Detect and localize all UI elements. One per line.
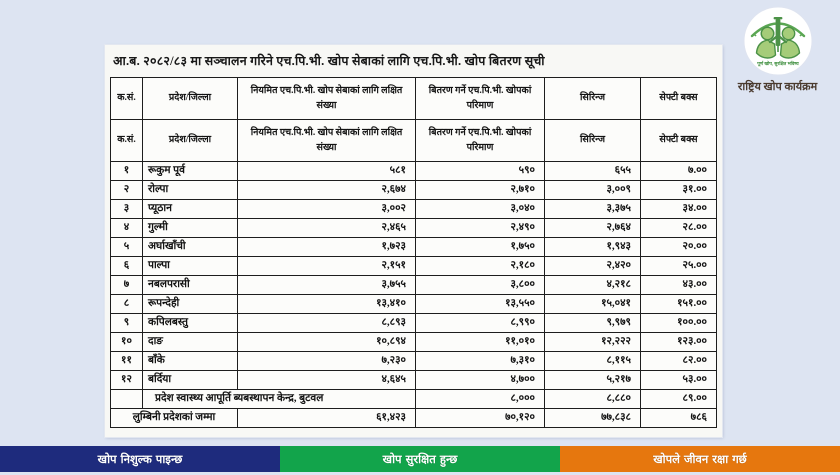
- header-row: [111, 78, 717, 120]
- header-row: [111, 120, 717, 162]
- footer-stripes: [0, 446, 840, 472]
- header-cell: क.सं.: [111, 120, 143, 162]
- district-cell: दाङ: [143, 333, 238, 352]
- target-cell: २,६७४: [238, 181, 416, 200]
- serial-cell: [111, 390, 143, 409]
- footer-slogan-lifesaving: खोपले जीवन रक्षा गर्छ: [560, 446, 840, 472]
- district-cell: गुल्मी: [143, 219, 238, 238]
- district-row: [111, 219, 717, 238]
- syringe-cell: ६५५: [545, 162, 641, 181]
- district-row: [111, 181, 717, 200]
- district-cell: बाँके: [143, 352, 238, 371]
- syringe-cell: २,४२०: [545, 257, 641, 276]
- quantity-cell: २,७१०: [416, 181, 545, 200]
- quantity-cell: ३,८००: [416, 276, 545, 295]
- district-cell: प्यूठान: [143, 200, 238, 219]
- quantity-cell: ७,३१०: [416, 352, 545, 371]
- serial-cell: ४: [111, 219, 143, 238]
- target-cell: ८,८९३: [238, 314, 416, 333]
- target-cell: २,१५१: [238, 257, 416, 276]
- district-cell: पाल्पा: [143, 257, 238, 276]
- quantity-cell: २,१८०: [416, 257, 545, 276]
- district-row: [111, 200, 717, 219]
- district-row: [111, 314, 717, 333]
- syringe-cell: १,९४३: [545, 238, 641, 257]
- target-cell: ५८१: [238, 162, 416, 181]
- header-cell: बितरण गर्ने एच.पि.भी. खोपकां परिमाण: [416, 78, 545, 120]
- header-cell: सिरिन्ज: [545, 120, 641, 162]
- header-cell: बितरण गर्ने एच.पि.भी. खोपकां परिमाण: [416, 120, 545, 162]
- safetybox-cell: ५३.००: [641, 371, 717, 390]
- supply-center-row: [111, 390, 717, 409]
- syringe-cell: ३,३७५: [545, 200, 641, 219]
- header-cell: नियमित एच.पि.भी. खोप सेबाकां लागि लक्षित संख्या: [238, 120, 416, 162]
- district-cell: अर्घाखाँची: [143, 238, 238, 257]
- quantity-cell: २,४९०: [416, 219, 545, 238]
- safetybox-cell: १५१.००: [641, 295, 717, 314]
- target-cell: ७,२३०: [238, 352, 416, 371]
- quantity-cell: ८,९९०: [416, 314, 545, 333]
- table-body: [111, 162, 717, 428]
- district-row: [111, 352, 717, 371]
- syringe-cell: ९,९७९: [545, 314, 641, 333]
- district-row: [111, 257, 717, 276]
- district-row: [111, 371, 717, 390]
- district-cell: नबलपरासी: [143, 276, 238, 295]
- safetybox-cell: २५.००: [641, 257, 717, 276]
- quantity-cell: ४,७००: [416, 371, 545, 390]
- safetybox-cell: ४३.००: [641, 276, 717, 295]
- target-cell: १०,८९४: [238, 333, 416, 352]
- footer-slogan-free: खोप निशुल्क पाइन्छ: [0, 446, 280, 472]
- syringe-cell: २,७६४: [545, 219, 641, 238]
- safetybox-cell: ७.००: [641, 162, 717, 181]
- district-row: [111, 238, 717, 257]
- serial-cell: ५: [111, 238, 143, 257]
- safetybox-cell: ३४.००: [641, 200, 717, 219]
- serial-cell: ११: [111, 352, 143, 371]
- hpv-distribution-table: [110, 77, 717, 428]
- total-label-cell: लुम्बिनी प्रदेशकां जम्मा: [111, 409, 238, 428]
- quantity-cell: १३,५५०: [416, 295, 545, 314]
- district-cell: बर्दिया: [143, 371, 238, 390]
- safetybox-cell: ८९.००: [641, 390, 717, 409]
- target-cell: १३,४१०: [238, 295, 416, 314]
- district-row: [111, 333, 717, 352]
- quantity-cell: ५९०: [416, 162, 545, 181]
- supply-center-label-cell: प्रदेश स्वास्थ्य आपूर्ति ब्यबस्थापन केन्द्र, बुटवल: [143, 390, 416, 409]
- header-cell: प्रदेश/जिल्ला: [143, 78, 238, 120]
- syringe-cell: ८,८८०: [545, 390, 641, 409]
- logo-program-name: राष्ट्रिय खोप कार्यक्रम: [737, 81, 818, 93]
- header-cell: सेफ्टी बक्स: [641, 120, 717, 162]
- syringe-cell: ७७,८३८: [545, 409, 641, 428]
- header-cell: सेफ्टी बक्स: [641, 78, 717, 120]
- syringe-cell: ४,२१८: [545, 276, 641, 295]
- header-cell: क.सं.: [111, 78, 143, 120]
- serial-cell: २: [111, 181, 143, 200]
- syringe-cell: ५,२१७: [545, 371, 641, 390]
- target-cell: १,७२३: [238, 238, 416, 257]
- quantity-cell: ७०,१२०: [416, 409, 545, 428]
- district-row: [111, 295, 717, 314]
- footer-slogan-safe: खोप सुरक्षित हुन्छ: [280, 446, 560, 472]
- serial-cell: १: [111, 162, 143, 181]
- quantity-cell: १,७५०: [416, 238, 545, 257]
- target-cell: २,४६५: [238, 219, 416, 238]
- safetybox-cell: २०.००: [641, 238, 717, 257]
- district-row: [111, 276, 717, 295]
- serial-cell: ७: [111, 276, 143, 295]
- target-cell: ३,७५५: [238, 276, 416, 295]
- logo-block: [720, 6, 835, 94]
- quantity-cell: ८,०००: [416, 390, 545, 409]
- safetybox-cell: १२३.००: [641, 333, 717, 352]
- district-cell: रूकुम पूर्व: [143, 162, 238, 181]
- immunization-program-logo-icon: [743, 6, 813, 76]
- target-cell: ४,६४५: [238, 371, 416, 390]
- header-cell: नियमित एच.पि.भी. खोप सेबाकां लागि लक्षित संख्या: [238, 78, 416, 120]
- safetybox-cell: ३१.००: [641, 181, 717, 200]
- syringe-cell: १५,०४१: [545, 295, 641, 314]
- target-cell: ३,००२: [238, 200, 416, 219]
- safetybox-cell: २८.००: [641, 219, 717, 238]
- syringe-cell: ८,११५: [545, 352, 641, 371]
- serial-cell: ३: [111, 200, 143, 219]
- quantity-cell: ११,०१०: [416, 333, 545, 352]
- safetybox-cell: ८२.००: [641, 352, 717, 371]
- syringe-cell: १२,२२२: [545, 333, 641, 352]
- serial-cell: ६: [111, 257, 143, 276]
- logo-tagline: पूर्ण खोप, सुरक्षित भविष्य: [756, 61, 799, 66]
- district-cell: रूपन्देही: [143, 295, 238, 314]
- safetybox-cell: १००.००: [641, 314, 717, 333]
- district-cell: रोल्पा: [143, 181, 238, 200]
- target-cell: ६१,४२३: [238, 409, 416, 428]
- document-scan: [105, 45, 722, 437]
- serial-cell: ८: [111, 295, 143, 314]
- province-total-row: [111, 409, 717, 428]
- quantity-cell: ३,०४०: [416, 200, 545, 219]
- header-cell: सिरिन्ज: [545, 78, 641, 120]
- document-title: आ.ब. २०८२/८३ मा सञ्चालन गरिने एच.पि.भी. खोप सेबाकां लागि एच.पि.भी. खोप बितरण सूची: [113, 54, 545, 68]
- table-header: [111, 78, 717, 162]
- serial-cell: १०: [111, 333, 143, 352]
- district-row: [111, 162, 717, 181]
- header-cell: प्रदेश/जिल्ला: [143, 120, 238, 162]
- safetybox-cell: ७८६: [641, 409, 717, 428]
- serial-cell: १२: [111, 371, 143, 390]
- serial-cell: ९: [111, 314, 143, 333]
- syringe-cell: ३,००९: [545, 181, 641, 200]
- district-cell: कपिलबस्तु: [143, 314, 238, 333]
